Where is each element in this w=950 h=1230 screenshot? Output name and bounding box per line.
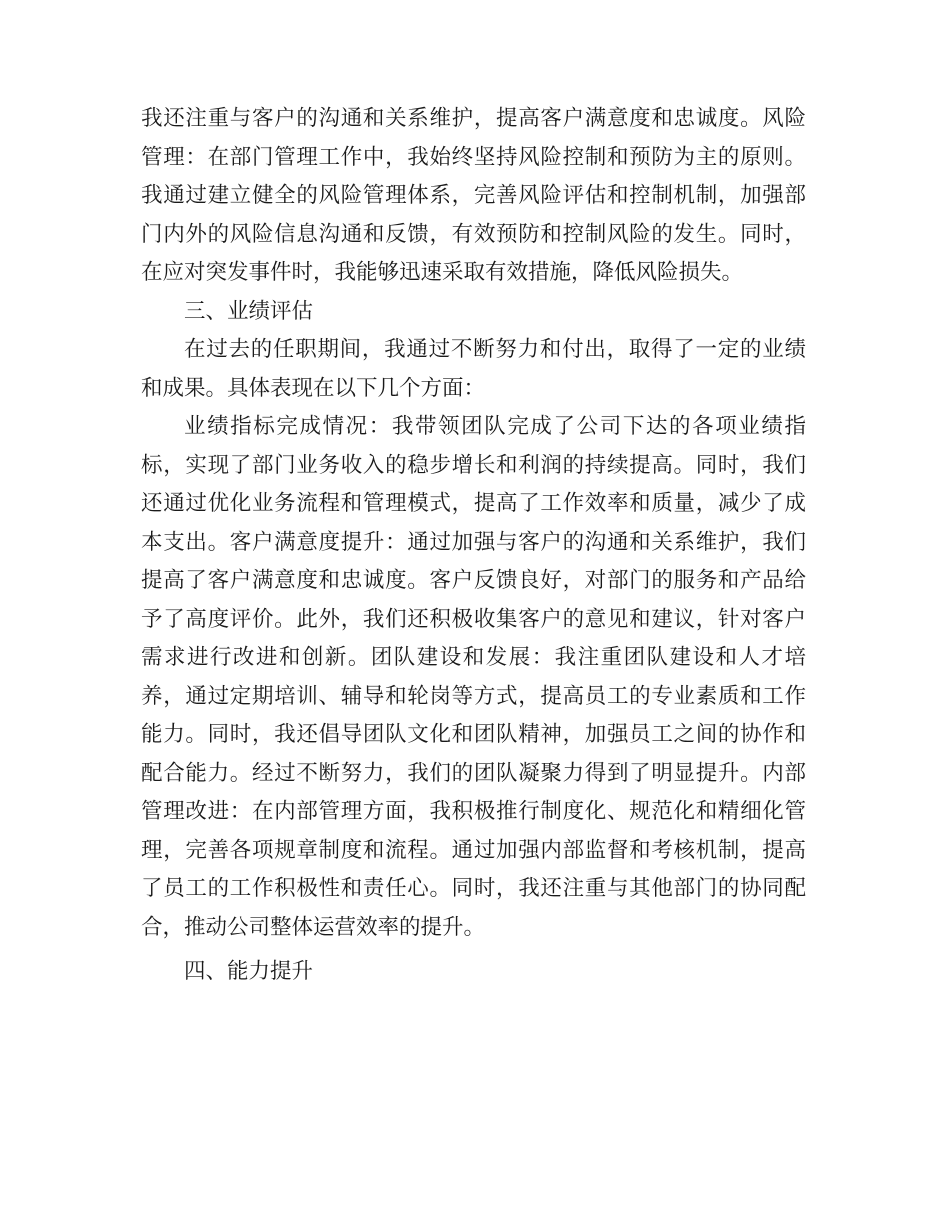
paragraph-risk-management: 我还注重与客户的沟通和关系维护，提高客户满意度和忠诚度。风险管理：在部门管理工作中，我始终坚持风险控制和预防为主的原则。我通过建立健全的风险管理体系，完善风险评估和控制机制，加强部门内外的风险信息沟通和反馈，有效预防和控制风险的发生。同时，在应对突发事件时，我能够迅速采取有效措施，降低风险损失。 [141,106,806,285]
paragraph-performance-details: 业绩指标完成情况：我带领团队完成了公司下达的各项业绩指标，实现了部门业务收入的稳步增长和利润的持续提高。同时，我们还通过优化业务流程和管理模式，提高了工作效率和质量，减少了成本支出。客户满意度提升：通过加强与客户的沟通和关系维护，我们提高了客户满意度和忠诚度。客户反馈良好，对部门的服务和产品给予了高度评价。此外，我们还积极收集客户的意见和建议，针对客户需求进行改进和创新。团队建设和发展：我注重团队建设和人才培养，通过定期培训、辅导和轮岗等方式，提高员工的专业素质和工作能力。同时，我还倡导团队文化和团队精神，加强员工之间的协作和配合能力。经过不断努力，我们的团队凝聚力得到了明显提升。内部管理改进：在内部管理方面，我积极推行制度化、规范化和精细化管理，完善各项规章制度和流程。通过加强内部监督和考核机制，提高了员工的工作积极性和责任心。同时，我还注重与其他部门的协同配合，推动公司整体运营效率的提升。 [141,414,806,940]
paragraph-performance-intro: 在过去的任职期间，我通过不断努力和付出，取得了一定的业绩和成果。具体表现在以下几个方面： [141,337,806,401]
document-body [141,100,806,992]
section-heading-capability-improvement: 四、能力提升 [184,959,314,984]
section-heading-performance-evaluation: 三、业绩评估 [184,298,314,324]
